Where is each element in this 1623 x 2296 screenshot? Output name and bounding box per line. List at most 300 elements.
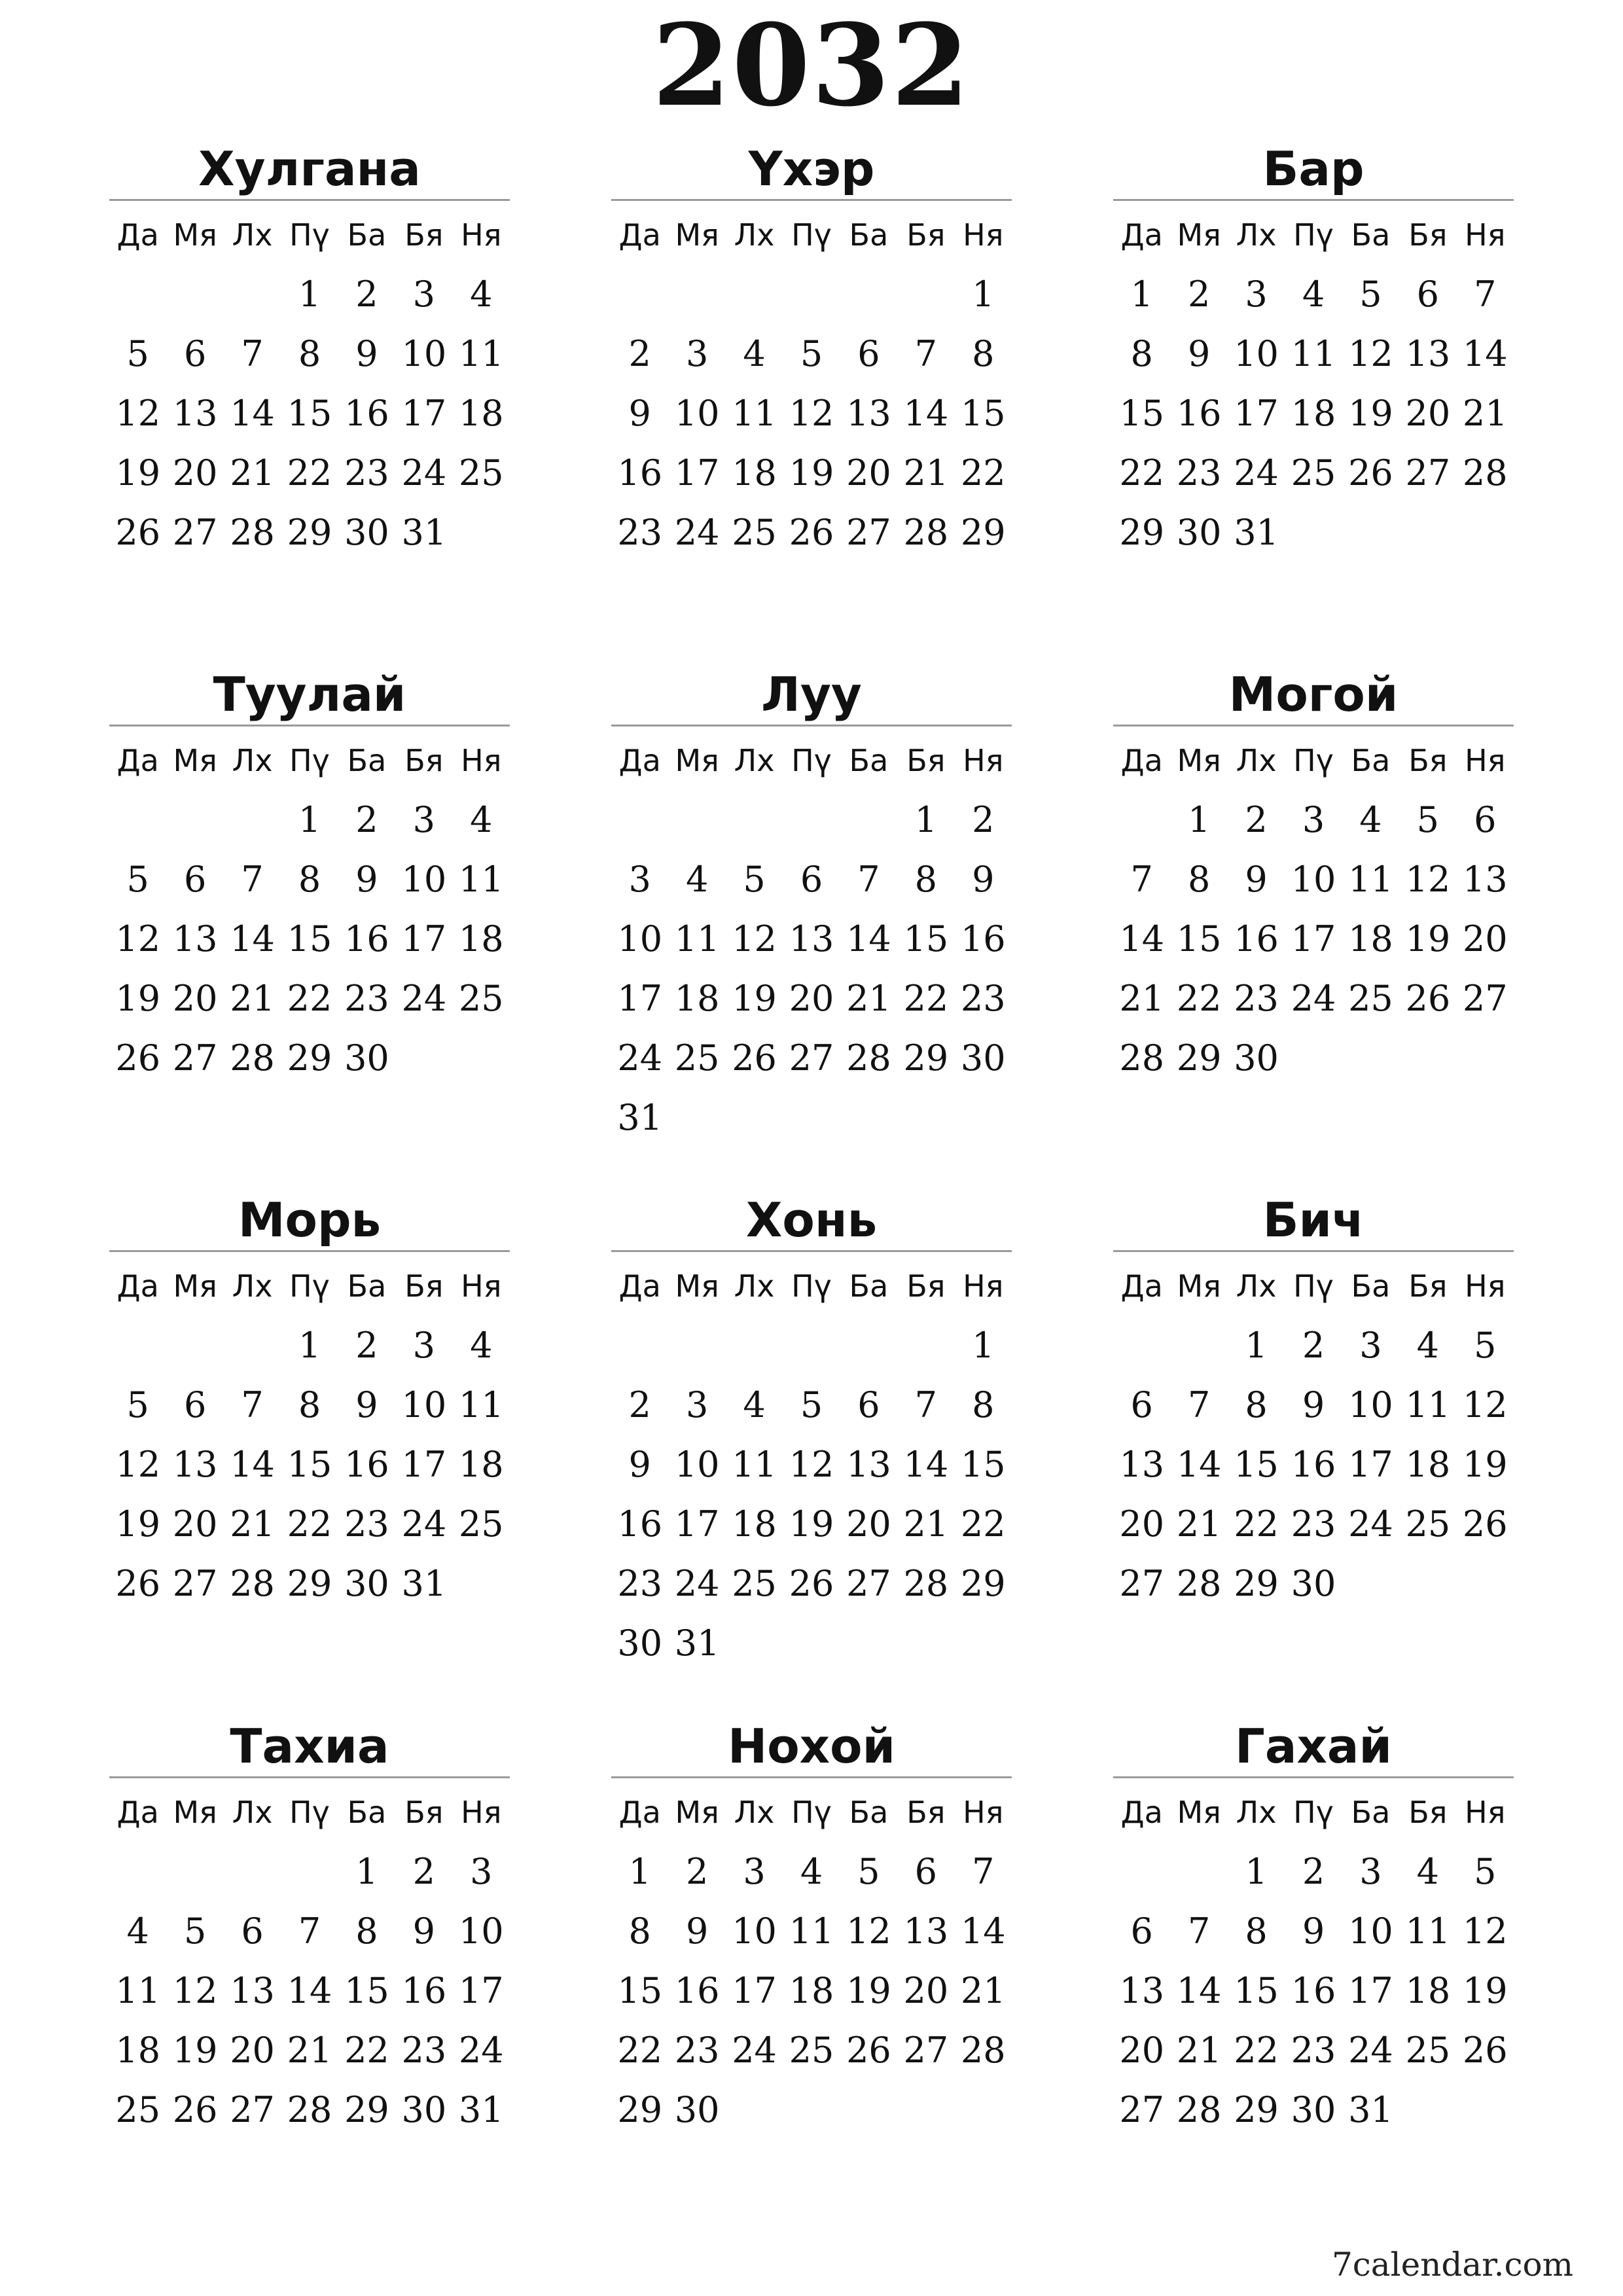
empty-cell — [668, 790, 725, 850]
day-cell: 3 — [1359, 1325, 1382, 1366]
day-cell: 4 — [126, 1910, 149, 1952]
day-cell: 15 — [1119, 393, 1165, 434]
weekday-label: Пү — [1293, 742, 1334, 778]
day-cell: 7 — [1474, 274, 1497, 315]
day-cell: 14 — [230, 1444, 275, 1485]
day-cell: 29 — [287, 1037, 332, 1079]
empty-cell — [783, 790, 840, 850]
day-cell: 3 — [470, 1851, 493, 1892]
day-cell: 14 — [287, 1970, 332, 2011]
day-cell: 27 — [172, 1563, 218, 1604]
day-cell: 29 — [1234, 2089, 1279, 2130]
day-cell: 6 — [1474, 799, 1497, 840]
day-cell: 4 — [800, 1851, 823, 1892]
day-cell: 12 — [115, 1444, 161, 1485]
day-cell: 17 — [674, 1503, 720, 1545]
weekday-label: Пү — [791, 1268, 832, 1304]
day-cell: 6 — [183, 333, 207, 374]
weekday-label: Ба — [849, 742, 889, 778]
day-cell: 15 — [1234, 1970, 1279, 2011]
day-cell: 17 — [401, 1444, 447, 1485]
day-cell: 13 — [903, 1910, 949, 1952]
day-cell: 25 — [1405, 2030, 1451, 2071]
empty-cell — [109, 790, 166, 850]
weekday-label: Бя — [404, 1794, 444, 1830]
month-name: Үхэр — [611, 139, 1012, 201]
weekday-label: Бя — [1408, 217, 1448, 253]
day-cell: 29 — [960, 512, 1006, 553]
day-cell: 26 — [732, 1037, 777, 1079]
weekday-label: Ба — [347, 217, 387, 253]
day-cell: 11 — [458, 859, 504, 900]
day-cell: 4 — [1359, 799, 1382, 840]
day-cell: 5 — [743, 859, 766, 900]
empty-cell — [611, 264, 668, 324]
day-cell: 29 — [287, 1563, 332, 1604]
weekday-label: Да — [618, 742, 661, 778]
day-cell: 24 — [732, 2030, 777, 2071]
day-cell: 3 — [412, 799, 436, 840]
day-cell: 12 — [846, 1910, 891, 1952]
day-cell: 8 — [298, 859, 321, 900]
day-cell: 27 — [846, 1563, 891, 1604]
empty-cell — [726, 264, 783, 324]
day-cell: 31 — [401, 512, 447, 553]
day-cell: 24 — [617, 1037, 663, 1079]
empty-cell — [1113, 1842, 1170, 1901]
month-december — [1113, 1716, 1514, 2140]
day-cell: 7 — [241, 859, 264, 900]
day-cell: 17 — [732, 1970, 777, 2011]
day-cell: 9 — [1245, 859, 1268, 900]
day-cell: 13 — [172, 1444, 218, 1485]
weekday-label: Бя — [1408, 1794, 1448, 1830]
day-cell: 19 — [846, 1970, 891, 2011]
weekday-label: Да — [116, 217, 159, 253]
day-cell: 16 — [344, 918, 389, 960]
day-cell: 9 — [412, 1910, 436, 1952]
day-cell: 17 — [1234, 393, 1279, 434]
weekday-label: Мя — [173, 1794, 217, 1830]
day-cell: 26 — [789, 1563, 834, 1604]
month-october — [109, 1716, 510, 2140]
day-cell: 23 — [617, 512, 663, 553]
day-cell: 8 — [1187, 859, 1211, 900]
day-cell: 19 — [172, 2030, 218, 2071]
month-name: Туулай — [109, 664, 510, 726]
weekday-label: Ба — [849, 1268, 889, 1304]
weekday-label: Да — [1120, 217, 1163, 253]
day-cell: 8 — [1245, 1910, 1268, 1952]
day-cell: 15 — [1234, 1444, 1279, 1485]
day-cell: 20 — [789, 978, 834, 1019]
day-cell: 28 — [960, 2030, 1006, 2071]
day-cell: 15 — [903, 918, 949, 960]
day-cell: 23 — [1176, 452, 1222, 493]
weekday-label: Бя — [1408, 742, 1448, 778]
day-cell: 6 — [1130, 1384, 1153, 1426]
day-cell: 3 — [1245, 274, 1268, 315]
day-cell: 10 — [458, 1910, 504, 1952]
day-cell: 29 — [1119, 512, 1165, 553]
day-cell: 11 — [789, 1910, 834, 1952]
day-cell: 29 — [617, 2089, 663, 2130]
day-cell: 9 — [628, 1444, 651, 1485]
day-cell: 2 — [1187, 274, 1211, 315]
day-cell: 7 — [857, 859, 880, 900]
day-cell: 10 — [1291, 859, 1336, 900]
day-cell: 21 — [903, 452, 949, 493]
day-cell: 14 — [960, 1910, 1006, 1952]
day-cell: 3 — [412, 1325, 436, 1366]
day-cell: 24 — [401, 452, 447, 493]
weekday-label: Мя — [675, 217, 719, 253]
day-cell: 13 — [1119, 1444, 1165, 1485]
month-grid — [611, 1256, 1012, 1673]
month-grid — [1113, 1256, 1514, 1613]
day-cell: 4 — [1416, 1851, 1440, 1892]
weekday-label: Мя — [1177, 1794, 1221, 1830]
weekday-label: Пү — [289, 742, 330, 778]
day-cell: 18 — [1405, 1444, 1451, 1485]
day-cell: 17 — [1291, 918, 1336, 960]
day-cell: 30 — [960, 1037, 1006, 1079]
weekday-label: Пү — [1293, 1794, 1334, 1830]
weekday-label: Ня — [963, 1268, 1004, 1304]
day-cell: 16 — [617, 452, 663, 493]
day-cell: 11 — [1405, 1384, 1451, 1426]
day-cell: 22 — [1176, 978, 1222, 1019]
day-cell: 1 — [972, 274, 995, 315]
day-cell: 24 — [401, 1503, 447, 1545]
day-cell: 1 — [914, 799, 938, 840]
day-cell: 30 — [1291, 2089, 1336, 2130]
empty-cell — [840, 1316, 897, 1375]
day-cell: 14 — [903, 393, 949, 434]
day-cell: 2 — [628, 333, 651, 374]
day-cell: 8 — [355, 1910, 378, 1952]
weekday-label: Ня — [963, 1794, 1004, 1830]
month-june — [1113, 664, 1514, 1088]
day-cell: 14 — [1176, 1970, 1222, 2011]
day-cell: 9 — [628, 393, 651, 434]
day-cell: 21 — [230, 452, 275, 493]
day-cell: 12 — [1462, 1910, 1508, 1952]
day-cell: 5 — [800, 1384, 823, 1426]
day-cell: 10 — [674, 393, 720, 434]
day-cell: 28 — [1462, 452, 1508, 493]
weekday-label: Бя — [906, 1268, 946, 1304]
day-cell: 7 — [1130, 859, 1153, 900]
day-cell: 18 — [674, 978, 720, 1019]
day-cell: 1 — [628, 1851, 651, 1892]
day-cell: 7 — [241, 333, 264, 374]
day-cell: 3 — [685, 333, 709, 374]
day-cell: 10 — [1234, 333, 1279, 374]
empty-cell — [1113, 1316, 1170, 1375]
day-cell: 9 — [1302, 1384, 1325, 1426]
weekday-label: Мя — [675, 742, 719, 778]
day-cell: 18 — [1348, 918, 1393, 960]
day-cell: 3 — [628, 859, 651, 900]
weekday-label: Пү — [791, 742, 832, 778]
weekday-label: Ба — [347, 1268, 387, 1304]
day-cell: 18 — [1405, 1970, 1451, 2011]
year-title: 2032 — [652, 0, 971, 132]
day-cell: 5 — [857, 1851, 880, 1892]
month-july — [109, 1190, 510, 1613]
weekday-label: Лх — [232, 1794, 273, 1830]
day-cell: 5 — [1416, 799, 1440, 840]
weekday-label: Ня — [461, 1268, 502, 1304]
day-cell: 20 — [172, 1503, 218, 1545]
day-cell: 24 — [1348, 2030, 1393, 2071]
empty-cell — [166, 1316, 223, 1375]
weekday-label: Мя — [675, 1268, 719, 1304]
weekday-label: Лх — [734, 217, 775, 253]
month-name: Морь — [109, 1190, 510, 1252]
day-cell: 19 — [789, 452, 834, 493]
weekday-label: Пү — [791, 217, 832, 253]
day-cell: 19 — [789, 1503, 834, 1545]
day-cell: 28 — [903, 1563, 949, 1604]
day-cell: 23 — [344, 452, 389, 493]
day-cell: 20 — [846, 452, 891, 493]
weekday-label: Ба — [849, 217, 889, 253]
day-cell: 24 — [1291, 978, 1336, 1019]
day-cell: 6 — [1416, 274, 1440, 315]
day-cell: 21 — [1462, 393, 1508, 434]
day-cell: 20 — [230, 2030, 275, 2071]
day-cell: 31 — [458, 2089, 504, 2130]
weekday-label: Мя — [675, 1794, 719, 1830]
day-cell: 23 — [617, 1563, 663, 1604]
day-cell: 7 — [1187, 1384, 1211, 1426]
day-cell: 1 — [1130, 274, 1153, 315]
day-cell: 14 — [1176, 1444, 1222, 1485]
day-cell: 30 — [344, 512, 389, 553]
day-cell: 1 — [298, 1325, 321, 1366]
day-cell: 16 — [1291, 1970, 1336, 2011]
day-cell: 8 — [1130, 333, 1153, 374]
day-cell: 13 — [1119, 1970, 1165, 2011]
empty-cell — [224, 264, 281, 324]
day-cell: 14 — [846, 918, 891, 960]
weekday-label: Бя — [404, 217, 444, 253]
weekday-label: Ня — [1465, 217, 1506, 253]
day-cell: 24 — [1348, 1503, 1393, 1545]
month-april — [109, 664, 510, 1088]
day-cell: 26 — [1462, 2030, 1508, 2071]
day-cell: 18 — [458, 918, 504, 960]
day-cell: 5 — [126, 1384, 149, 1426]
weekday-label: Лх — [232, 217, 273, 253]
day-cell: 20 — [1462, 918, 1508, 960]
day-cell: 11 — [674, 918, 720, 960]
website-credit: 7calendar.com — [1331, 2246, 1573, 2284]
weekday-label: Ба — [1351, 217, 1391, 253]
day-cell: 21 — [230, 978, 275, 1019]
weekday-label: Лх — [1236, 217, 1277, 253]
day-cell: 29 — [1234, 1563, 1279, 1604]
day-cell: 18 — [458, 393, 504, 434]
day-cell: 11 — [732, 1444, 777, 1485]
weekday-label: Пү — [289, 1794, 330, 1830]
day-cell: 19 — [115, 452, 161, 493]
day-cell: 12 — [1348, 333, 1393, 374]
day-cell: 15 — [617, 1970, 663, 2011]
day-cell: 30 — [344, 1037, 389, 1079]
day-cell: 9 — [355, 1384, 378, 1426]
day-cell: 6 — [800, 859, 823, 900]
weekday-label: Бя — [906, 1794, 946, 1830]
day-cell: 2 — [628, 1384, 651, 1426]
day-cell: 17 — [458, 1970, 504, 2011]
day-cell: 2 — [1302, 1851, 1325, 1892]
month-name: Гахай — [1113, 1716, 1514, 1778]
day-cell: 15 — [344, 1970, 389, 2011]
weekday-label: Ба — [1351, 1268, 1391, 1304]
day-cell: 21 — [846, 978, 891, 1019]
month-grid — [109, 730, 510, 1088]
day-cell: 7 — [914, 1384, 938, 1426]
day-cell: 6 — [914, 1851, 938, 1892]
day-cell: 5 — [1474, 1325, 1497, 1366]
day-cell: 3 — [1359, 1851, 1382, 1892]
month-november — [611, 1716, 1012, 2140]
empty-cell — [783, 264, 840, 324]
day-cell: 24 — [674, 1563, 720, 1604]
day-cell: 25 — [732, 1563, 777, 1604]
day-cell: 12 — [789, 1444, 834, 1485]
day-cell: 22 — [287, 452, 332, 493]
day-cell: 2 — [1302, 1325, 1325, 1366]
weekday-label: Мя — [1177, 742, 1221, 778]
month-grid — [1113, 730, 1514, 1088]
month-grid — [611, 205, 1012, 562]
day-cell: 4 — [1416, 1325, 1440, 1366]
day-cell: 4 — [743, 1384, 766, 1426]
day-cell: 1 — [298, 274, 321, 315]
day-cell: 27 — [1119, 1563, 1165, 1604]
weekday-label: Да — [1120, 1794, 1163, 1830]
day-cell: 30 — [1176, 512, 1222, 553]
day-cell: 10 — [401, 1384, 447, 1426]
day-cell: 12 — [1405, 859, 1451, 900]
day-cell: 5 — [800, 333, 823, 374]
month-february — [611, 139, 1012, 562]
day-cell: 5 — [183, 1910, 207, 1952]
day-cell: 23 — [401, 2030, 447, 2071]
day-cell: 10 — [1348, 1910, 1393, 1952]
day-cell: 29 — [1176, 1037, 1222, 1079]
day-cell: 23 — [1291, 2030, 1336, 2071]
empty-cell — [224, 1316, 281, 1375]
day-cell: 27 — [172, 512, 218, 553]
day-cell: 15 — [287, 918, 332, 960]
weekday-label: Ня — [1465, 1794, 1506, 1830]
day-cell: 21 — [903, 1503, 949, 1545]
day-cell: 30 — [1291, 1563, 1336, 1604]
day-cell: 23 — [344, 1503, 389, 1545]
day-cell: 27 — [1405, 452, 1451, 493]
day-cell: 31 — [401, 1563, 447, 1604]
day-cell: 9 — [972, 859, 995, 900]
day-cell: 9 — [1187, 333, 1211, 374]
weekday-label: Пү — [1293, 217, 1334, 253]
day-cell: 17 — [401, 393, 447, 434]
day-cell: 8 — [1245, 1384, 1268, 1426]
empty-cell — [611, 790, 668, 850]
weekday-label: Мя — [173, 1268, 217, 1304]
day-cell: 6 — [183, 1384, 207, 1426]
weekday-label: Ня — [963, 742, 1004, 778]
day-cell: 28 — [230, 1037, 275, 1079]
weekday-label: Да — [618, 1794, 661, 1830]
day-cell: 10 — [1348, 1384, 1393, 1426]
day-cell: 30 — [344, 1563, 389, 1604]
day-cell: 4 — [743, 333, 766, 374]
day-cell: 12 — [1462, 1384, 1508, 1426]
month-name: Могой — [1113, 664, 1514, 726]
empty-cell — [668, 1316, 725, 1375]
weekday-label: Мя — [173, 742, 217, 778]
weekday-label: Да — [116, 742, 159, 778]
day-cell: 29 — [344, 2089, 389, 2130]
weekday-label: Ба — [1351, 742, 1391, 778]
day-cell: 13 — [172, 918, 218, 960]
month-march — [1113, 139, 1514, 562]
day-cell: 26 — [1462, 1503, 1508, 1545]
day-cell: 27 — [172, 1037, 218, 1079]
day-cell: 23 — [674, 2030, 720, 2071]
month-name: Тахиа — [109, 1716, 510, 1778]
day-cell: 26 — [115, 512, 161, 553]
day-cell: 20 — [903, 1970, 949, 2011]
month-name: Нохой — [611, 1716, 1012, 1778]
day-cell: 19 — [732, 978, 777, 1019]
day-cell: 6 — [1130, 1910, 1153, 1952]
day-cell: 26 — [115, 1037, 161, 1079]
day-cell: 18 — [732, 452, 777, 493]
day-cell: 28 — [846, 1037, 891, 1079]
day-cell: 25 — [1405, 1503, 1451, 1545]
day-cell: 27 — [846, 512, 891, 553]
month-grid — [611, 1782, 1012, 2140]
day-cell: 22 — [1234, 1503, 1279, 1545]
empty-cell — [668, 264, 725, 324]
day-cell: 28 — [1176, 2089, 1222, 2130]
day-cell: 27 — [789, 1037, 834, 1079]
day-cell: 22 — [960, 1503, 1006, 1545]
day-cell: 18 — [789, 1970, 834, 2011]
day-cell: 17 — [674, 452, 720, 493]
day-cell: 11 — [458, 333, 504, 374]
month-grid — [109, 1256, 510, 1613]
weekday-label: Бя — [906, 217, 946, 253]
weekday-label: Лх — [1236, 742, 1277, 778]
day-cell: 31 — [1234, 512, 1279, 553]
day-cell: 20 — [1119, 2030, 1165, 2071]
day-cell: 8 — [914, 859, 938, 900]
day-cell: 5 — [126, 333, 149, 374]
month-grid — [1113, 205, 1514, 562]
day-cell: 26 — [1405, 978, 1451, 1019]
day-cell: 18 — [732, 1503, 777, 1545]
day-cell: 15 — [287, 393, 332, 434]
day-cell: 21 — [960, 1970, 1006, 2011]
weekday-label: Лх — [1236, 1794, 1277, 1830]
